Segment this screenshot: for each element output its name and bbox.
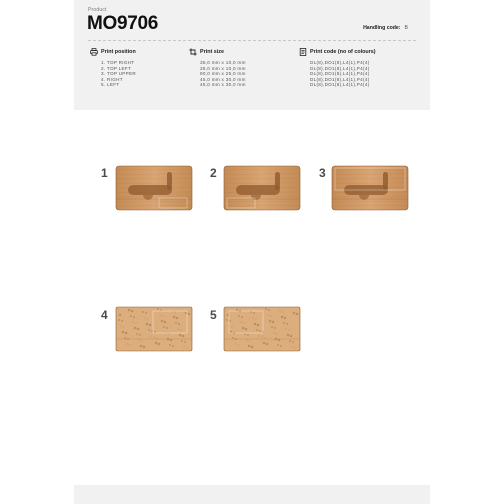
crop-icon xyxy=(189,48,197,56)
print-size-column xyxy=(189,47,246,88)
header-panel xyxy=(74,0,430,110)
product-image-top xyxy=(331,165,409,211)
position-number: 5 xyxy=(210,308,217,322)
datasheet-page xyxy=(74,0,430,504)
position-number: 3 xyxy=(319,166,326,180)
product-image-front xyxy=(223,306,301,352)
print-position-item: 5. LEFT xyxy=(101,82,120,88)
print-position-title: Print position xyxy=(101,48,136,55)
print-size-item: 90,0 mm x 25,0 mm xyxy=(200,71,246,77)
print-code-item: DL(8),DO1(8),L4(1),P4(4) xyxy=(310,82,370,88)
print-position-item: 2. TOP LEFT xyxy=(101,65,132,71)
print-size-item: 35,0 mm x 10,0 mm xyxy=(200,60,246,65)
printer-icon xyxy=(90,48,98,56)
product-eyebrow: Product xyxy=(88,7,107,13)
position-number: 4 xyxy=(101,308,108,322)
print-size-title: Print size xyxy=(200,48,224,55)
print-size-item: 45,0 mm x 30,0 mm xyxy=(200,82,246,88)
print-code-title: Print code (no of colours) xyxy=(310,48,376,55)
handling-code xyxy=(363,25,408,31)
position-number: 1 xyxy=(101,166,108,180)
print-position-item: 3. TOP UPPER xyxy=(101,71,137,77)
print-code-item: DL(8),DO1(8),L4(1),P4(4) xyxy=(310,65,370,71)
print-position-column xyxy=(90,47,136,88)
handling-code-label: Handling code: xyxy=(363,25,401,31)
product-image-top xyxy=(223,165,301,211)
print-position-item: 1. TOP RIGHT xyxy=(101,60,135,65)
print-code-column xyxy=(299,47,376,88)
handling-code-value: B xyxy=(404,25,408,31)
print-code-item: DL(8),DO1(8),L4(1),P4(4) xyxy=(310,60,370,65)
footer-panel xyxy=(74,485,430,504)
product-image-top xyxy=(115,165,193,211)
document-icon xyxy=(299,48,307,56)
print-code-item: DL(8),DO1(8),L4(1),P4(4) xyxy=(310,71,370,77)
print-size-item: 35,0 mm x 10,0 mm xyxy=(200,65,246,71)
product-image-front xyxy=(115,306,193,352)
header-divider xyxy=(88,40,416,41)
print-size-item: 45,0 mm x 30,0 mm xyxy=(200,76,246,82)
product-code: MO9706 xyxy=(87,13,159,34)
print-code-item: DL(8),DO1(8),L4(1),P4(4) xyxy=(310,76,370,82)
print-position-item: 4. RIGHT xyxy=(101,76,123,82)
position-number: 2 xyxy=(210,166,217,180)
